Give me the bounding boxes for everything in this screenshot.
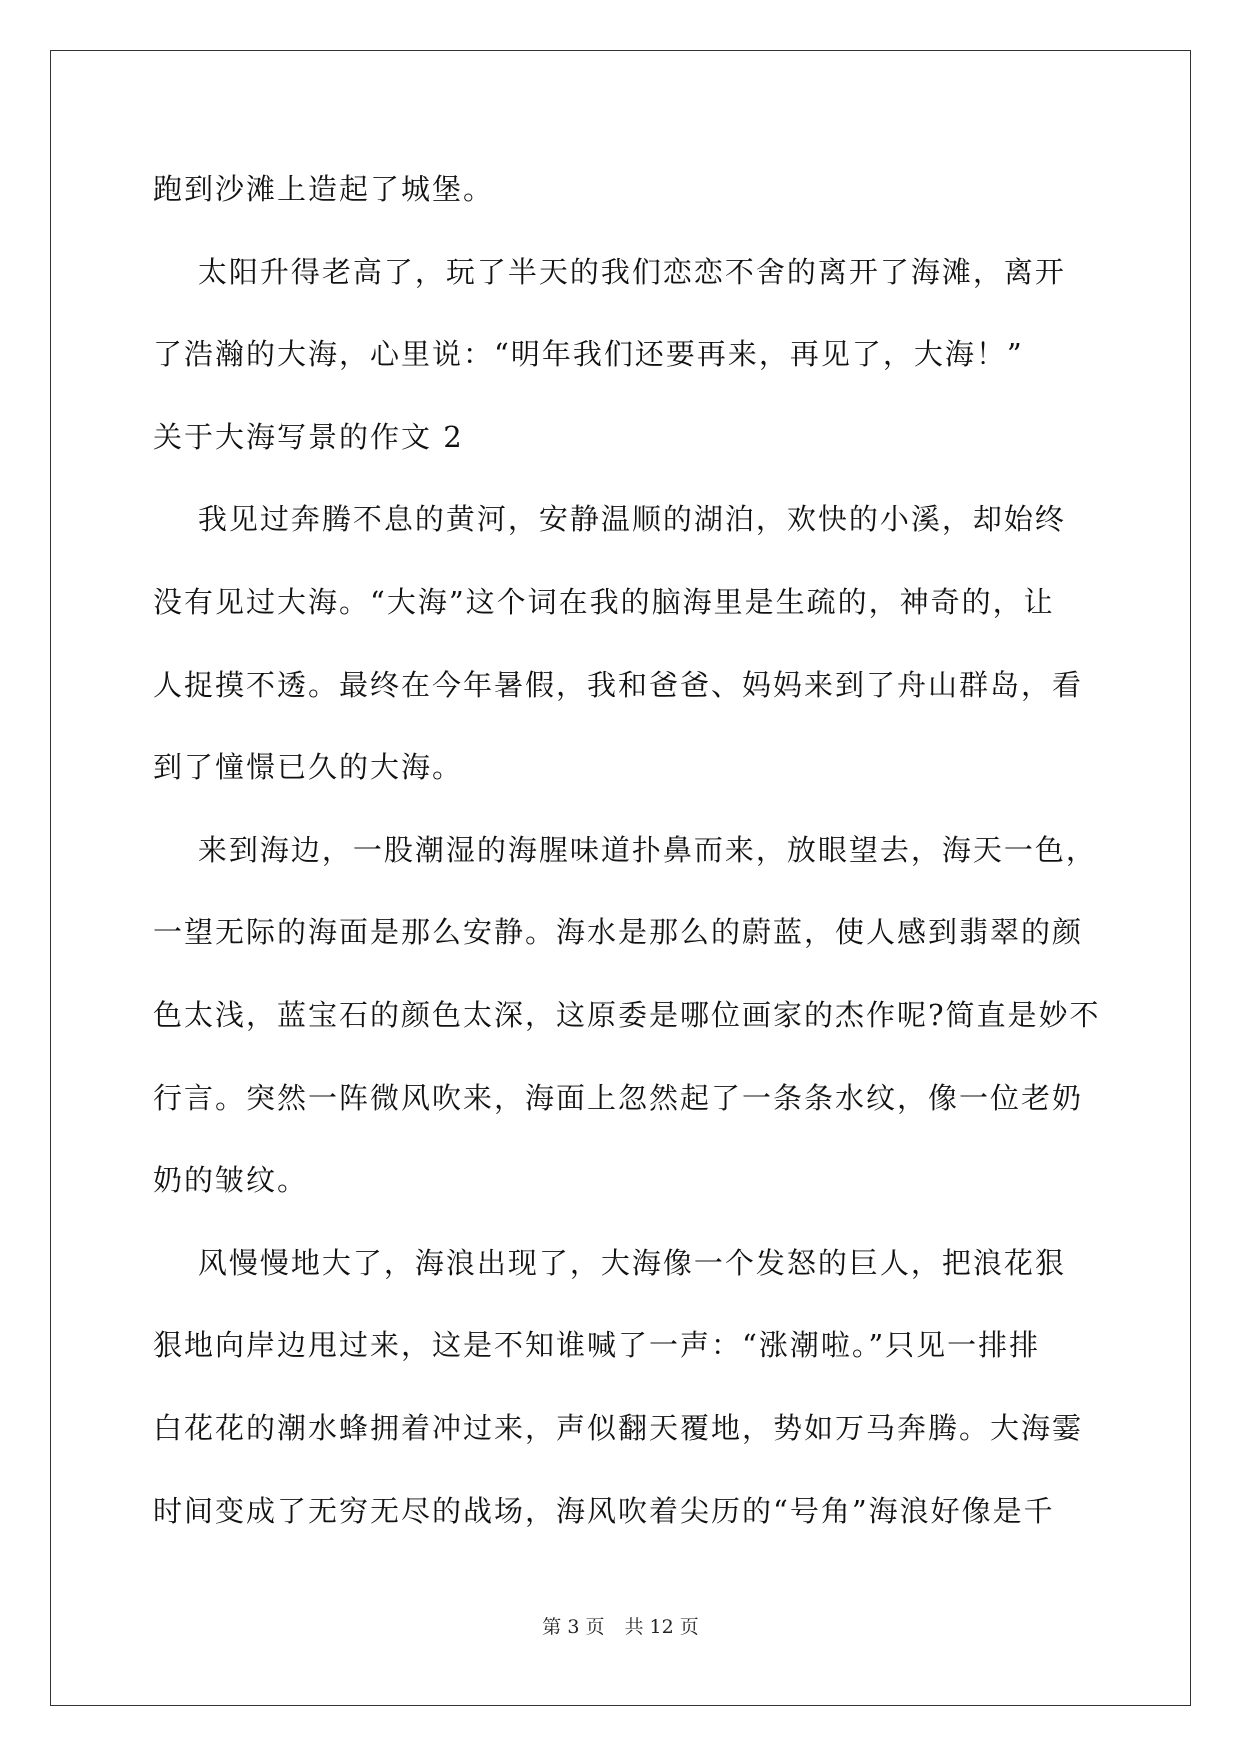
- text-line: 了浩瀚的大海，心里说：“明年我们还要再来，再见了，大海！”: [153, 337, 1024, 372]
- text-line: 没有见过大海。“大海”这个词在我的脑海里是生疏的，神奇的，让: [153, 584, 1055, 619]
- page-number: 第 3 页: [542, 1616, 605, 1638]
- text-line: 狠地向岸边甩过来，这是不知谁喊了一声：“涨潮啦。”只见一排排: [153, 1328, 1041, 1363]
- text-line: 一望无际的海面是那么安静。海水是那么的蔚蓝，使人感到翡翠的颜: [153, 915, 1084, 950]
- text-line: 太阳升得老高了，玩了半天的我们恋恋不舍的离开了海滩，离开: [153, 254, 1066, 289]
- page-total: 共 12 页: [624, 1616, 699, 1638]
- text-line: 人捉摸不透。最终在今年暑假，我和爸爸、妈妈来到了舟山群岛，看: [153, 667, 1084, 702]
- page-footer: [0, 1612, 1241, 1639]
- section-title: 关于大海写景的作文 2: [153, 419, 464, 454]
- text-line: 白花花的潮水蜂拥着冲过来，声似翻天覆地，势如万马奔腾。大海霎: [153, 1410, 1084, 1445]
- text-line: 色太浅，蓝宝石的颜色太深，这原委是哪位画家的杰作呢?简直是妙不: [153, 997, 1101, 1032]
- text-line: 跑到沙滩上造起了城堡。: [153, 172, 495, 206]
- text-line: 到了憧憬已久的大海。: [153, 750, 464, 785]
- text-line: 来到海边，一股潮湿的海腥味道扑鼻而来，放眼望去，海天一色，: [153, 832, 1097, 867]
- text-line: 风慢慢地大了，海浪出现了，大海像一个发怒的巨人，把浪花狠: [153, 1245, 1066, 1280]
- text-line: 奶的皱纹。: [153, 1163, 309, 1198]
- text-line: 时间变成了无穷无尽的战场，海风吹着尖历的“号角”海浪好像是千: [153, 1493, 1055, 1528]
- text-line: 行言。突然一阵微风吹来，海面上忽然起了一条条水纹，像一位老奶: [153, 1080, 1084, 1115]
- document-body: [153, 158, 1101, 1562]
- text-line: 我见过奔腾不息的黄河，安静温顺的湖泊，欢快的小溪，却始终: [153, 502, 1066, 537]
